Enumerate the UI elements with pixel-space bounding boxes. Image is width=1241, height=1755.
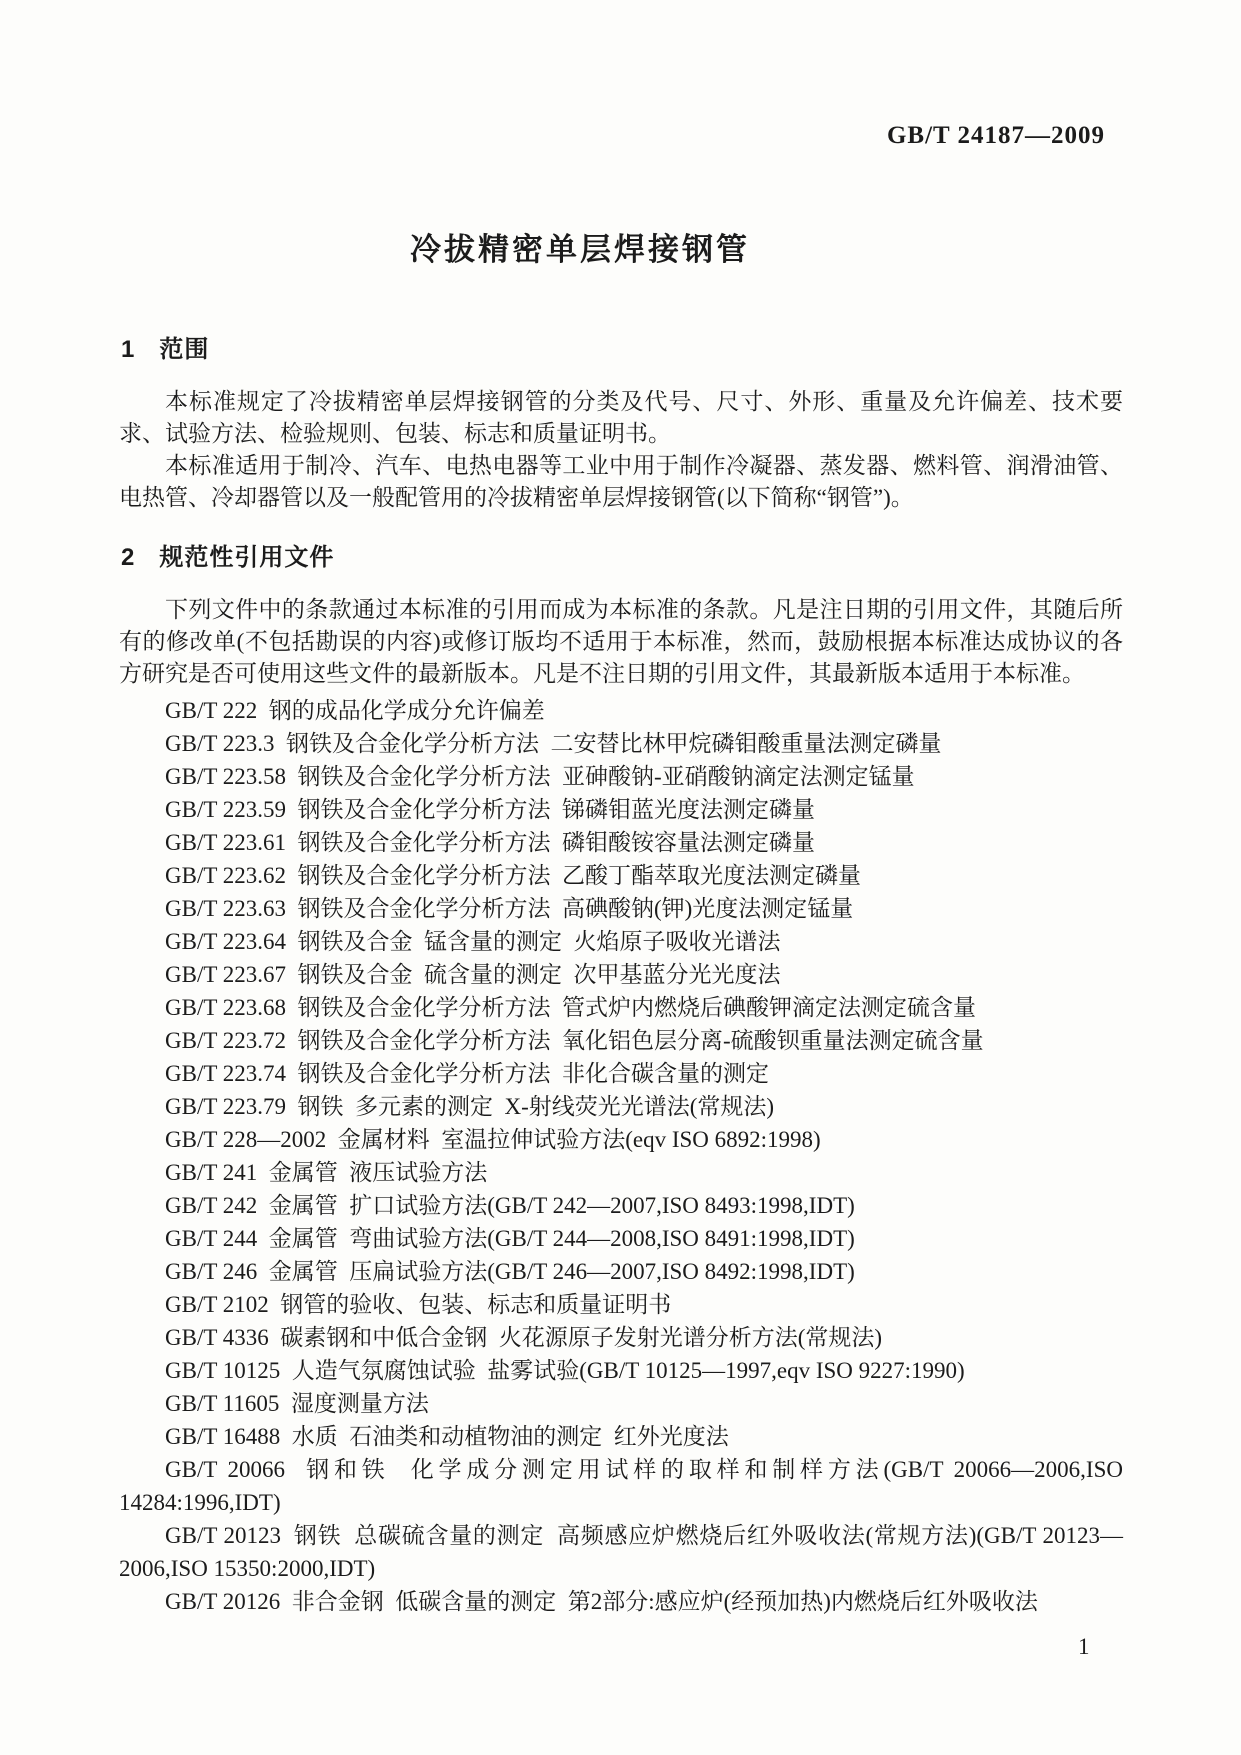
reference-item: GB/T 223.62 钢铁及合金化学分析方法 乙酸丁酯萃取光度法测定磷量 [165,863,861,888]
section-2-number: 2 [121,544,136,571]
reference-item: GB/T 241 金属管 液压试验方法 [165,1160,488,1185]
section-2-heading [121,544,1123,572]
reference-item: GB/T 20066 钢和铁 化学成分测定用试样的取样和制样方法(GB/T 20066—2006,ISO 14284:1996,IDT) [119,1457,1129,1515]
section-1-heading [121,336,1123,364]
section-1-number: 1 [121,336,136,363]
reference-item: GB/T 223.74 钢铁及合金化学分析方法 非化合碳含量的测定 [165,1061,769,1086]
reference-item: GB/T 223.58 钢铁及合金化学分析方法 亚砷酸钠-亚硝酸钠滴定法测定锰量 [165,764,915,789]
normative-references-intro: 下列文件中的条款通过本标准的引用而成为本标准的条款。凡是注日期的引用文件，其随后所有的修改单(不包括勘误的内容)或修订版均不适用于本标准，然而，鼓励根据本标准达成协议的各方研究是否可使用这些文件的最新版本。凡是不注日期的引用文件，其最新版本适用于本标准。 [119,597,1123,686]
reference-item: GB/T 242 金属管 扩口试验方法(GB/T 242—2007,ISO 8493:1998,IDT) [165,1193,855,1218]
reference-item: GB/T 244 金属管 弯曲试验方法(GB/T 244—2008,ISO 8491:1998,IDT) [165,1226,855,1251]
page-number: 1 [1078,1634,1090,1659]
reference-item: GB/T 16488 水质 石油类和动植物油的测定 红外光度法 [165,1424,729,1449]
document-body [119,336,1129,1618]
section-1-title: 范围 [159,336,210,363]
reference-item: GB/T 223.61 钢铁及合金化学分析方法 磷钼酸铵容量法测定磷量 [165,830,815,855]
document-title: 冷拔精密单层焊接钢管 [410,232,750,267]
reference-item: GB/T 223.79 钢铁 多元素的测定 X-射线荧光光谱法(常规法) [165,1094,775,1119]
scope-paragraph-1: 本标准规定了冷拔精密单层焊接钢管的分类及代号、尺寸、外形、重量及允许偏差、技术要求、试验方法、检验规则、包装、标志和质量证明书。 [119,389,1123,446]
reference-item: GB/T 20123 钢铁 总碳硫含量的测定 高频感应炉燃烧后红外吸收法(常规方法)(GB/T 20123—2006,ISO 15350:2000,IDT) [119,1523,1123,1581]
reference-item: GB/T 2102 钢管的验收、包装、标志和质量证明书 [165,1292,672,1317]
reference-item: GB/T 228—2002 金属材料 室温拉伸试验方法(eqv ISO 6892:1998) [165,1127,821,1152]
reference-item: GB/T 223.64 钢铁及合金 锰含量的测定 火焰原子吸收光谱法 [165,929,781,954]
reference-list [119,694,1129,1618]
scope-paragraph-2: 本标准适用于制冷、汽车、电热电器等工业中用于制作冷凝器、蒸发器、燃料管、润滑油管、电热管、冷却器管以及一般配管用的冷拔精密单层焊接钢管(以下简称“钢管”)。 [119,453,1123,510]
standard-code-header: GB/T 24187—2009 [886,122,1105,149]
reference-item: GB/T 223.67 钢铁及合金 硫含量的测定 次甲基蓝分光光度法 [165,962,781,987]
reference-item: GB/T 223.59 钢铁及合金化学分析方法 锑磷钼蓝光度法测定磷量 [165,797,815,822]
reference-item: GB/T 223.68 钢铁及合金化学分析方法 管式炉内燃烧后碘酸钾滴定法测定硫含量 [165,995,976,1020]
reference-item: GB/T 223.72 钢铁及合金化学分析方法 氧化铝色层分离-硫酸钡重量法测定硫含量 [165,1028,984,1053]
section-2-title: 规范性引用文件 [159,544,335,571]
reference-item: GB/T 222 钢的成品化学成分允许偏差 [165,698,545,723]
reference-item: GB/T 246 金属管 压扁试验方法(GB/T 246—2007,ISO 8492:1998,IDT) [165,1259,855,1284]
reference-item: GB/T 10125 人造气氛腐蚀试验 盐雾试验(GB/T 10125—1997,eqv ISO 9227:1990) [165,1358,965,1383]
reference-item: GB/T 4336 碳素钢和中低合金钢 火花源原子发射光谱分析方法(常规法) [165,1325,883,1350]
reference-item: GB/T 11605 湿度测量方法 [165,1391,429,1416]
reference-item: GB/T 223.63 钢铁及合金化学分析方法 高碘酸钠(钾)光度法测定锰量 [165,896,854,921]
reference-item: GB/T 20126 非合金钢 低碳含量的测定 第2部分:感应炉(经预加热)内燃烧后红外吸收法 [165,1589,1038,1614]
reference-item: GB/T 223.3 钢铁及合金化学分析方法 二安替比林甲烷磷钼酸重量法测定磷量 [165,731,942,756]
